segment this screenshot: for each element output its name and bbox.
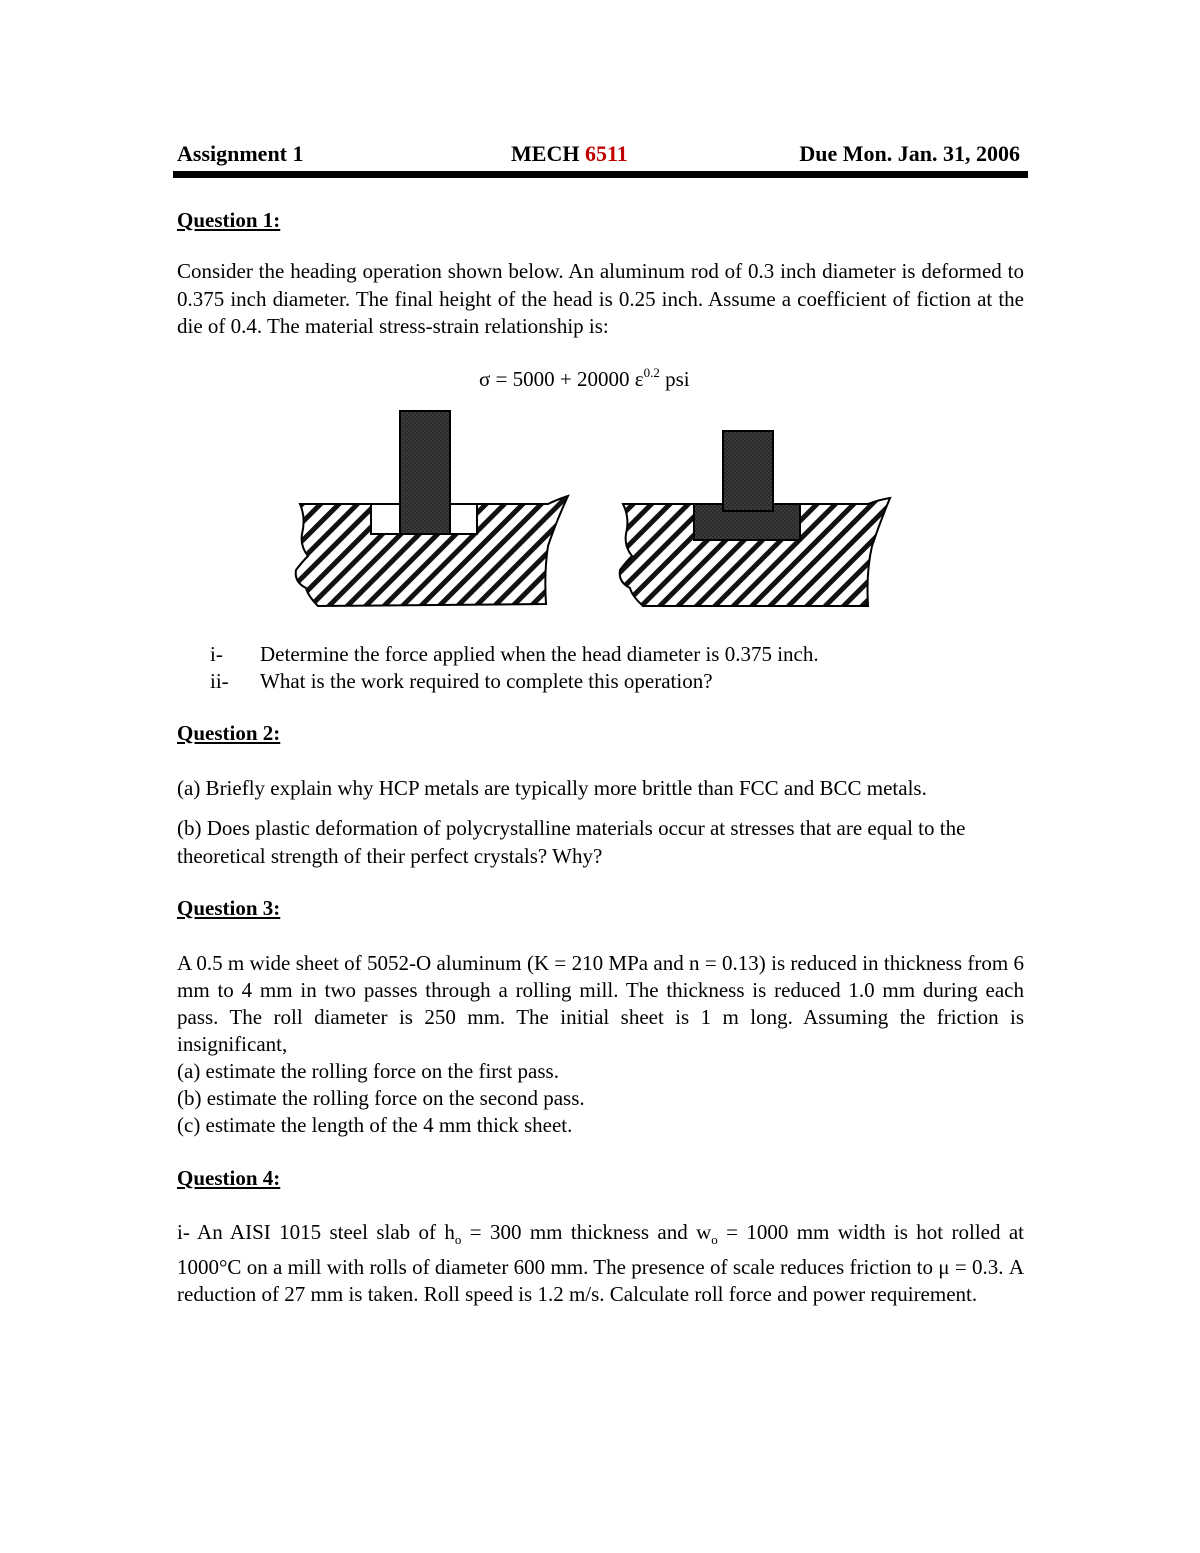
q3-part-b: (b) estimate the rolling force on the second pass. <box>177 1086 585 1110</box>
question-4-body <box>177 1219 1024 1309</box>
heading-operation-figure <box>278 396 898 612</box>
q3-part-a: (a) estimate the rolling force on the first pass. <box>177 1059 559 1083</box>
question-3-title: Question 3: <box>177 896 281 920</box>
assignment-label: Assignment 1 <box>177 141 304 166</box>
q4-text-3: = 1000 mm width is hot rolled at 1000°C on a mill with rolls of diameter 600 mm. The presence of scale reduces friction to μ = 0.3. A reduction of 27 mm is taken. Roll speed is 1.2 m/s. Calculate roll force and power requirement. <box>177 1220 1025 1307</box>
q2-part-b: (b) Does plastic deformation of polycrystalline materials occur at stresses that are equal to the theoretical strength of their perfect crystals? Why? <box>177 816 966 868</box>
page-header <box>177 141 1028 171</box>
course-prefix: MECH <box>511 141 580 166</box>
q1-item-2-text: What is the work required to complete this operation? <box>260 669 713 693</box>
q4-sub-h: o <box>454 1232 462 1248</box>
header-rule <box>173 171 1028 178</box>
question-1-body: Consider the heading operation shown below. An aluminum rod of 0.3 inch diameter is deformed to 0.375 inch diameter. The final height of the head is 0.25 inch. Assume a coefficient of fiction at the die of 0.4. The material stress-strain relationship is: <box>177 259 1024 338</box>
q4-text-1: i- An AISI 1015 steel slab of h <box>177 1220 455 1244</box>
formula-unit: psi <box>659 367 690 391</box>
question-3-body <box>177 950 1024 1139</box>
question-1-title: Question 1: <box>177 208 281 232</box>
q4-text-2: = 300 mm thickness and w <box>461 1220 712 1244</box>
q1-item-2-num: ii- <box>210 669 229 693</box>
question-2-title: Question 2: <box>177 721 281 745</box>
die-before <box>296 411 568 606</box>
q3-part-c: (c) estimate the length of the 4 mm thick sheet. <box>177 1113 573 1137</box>
course-number: 6511 <box>584 141 628 166</box>
formula-exponent: 0.2 <box>643 365 660 380</box>
q2-part-a: (a) Briefly explain why HCP metals are typically more brittle than FCC and BCC metals. <box>177 776 927 800</box>
die-after <box>620 431 890 606</box>
q4-sub-w: o <box>711 1232 718 1248</box>
q3-statement: A 0.5 m wide sheet of 5052-O aluminum (K = 210 MPa and n = 0.13) is reduced in thickness from 6 mm to 4 mm in two passes through a rolling mill. The thickness is reduced 1.0 mm during each pass. The roll diameter is 250 mm. The initial sheet is 1 m long. Assuming the friction is insignificant, <box>177 951 1024 1056</box>
q1-item-1-text: Determine the force applied when the head diameter is 0.375 inch. <box>260 642 819 666</box>
stress-strain-formula <box>479 367 690 392</box>
formula-lhs: σ = 5000 + 20000 ε <box>479 367 644 391</box>
q1-item-1-num: i- <box>210 642 223 666</box>
course-code <box>511 141 628 167</box>
question-4-title: Question 4: <box>177 1166 281 1190</box>
due-date: Due Mon. Jan. 31, 2006 <box>799 141 1020 166</box>
